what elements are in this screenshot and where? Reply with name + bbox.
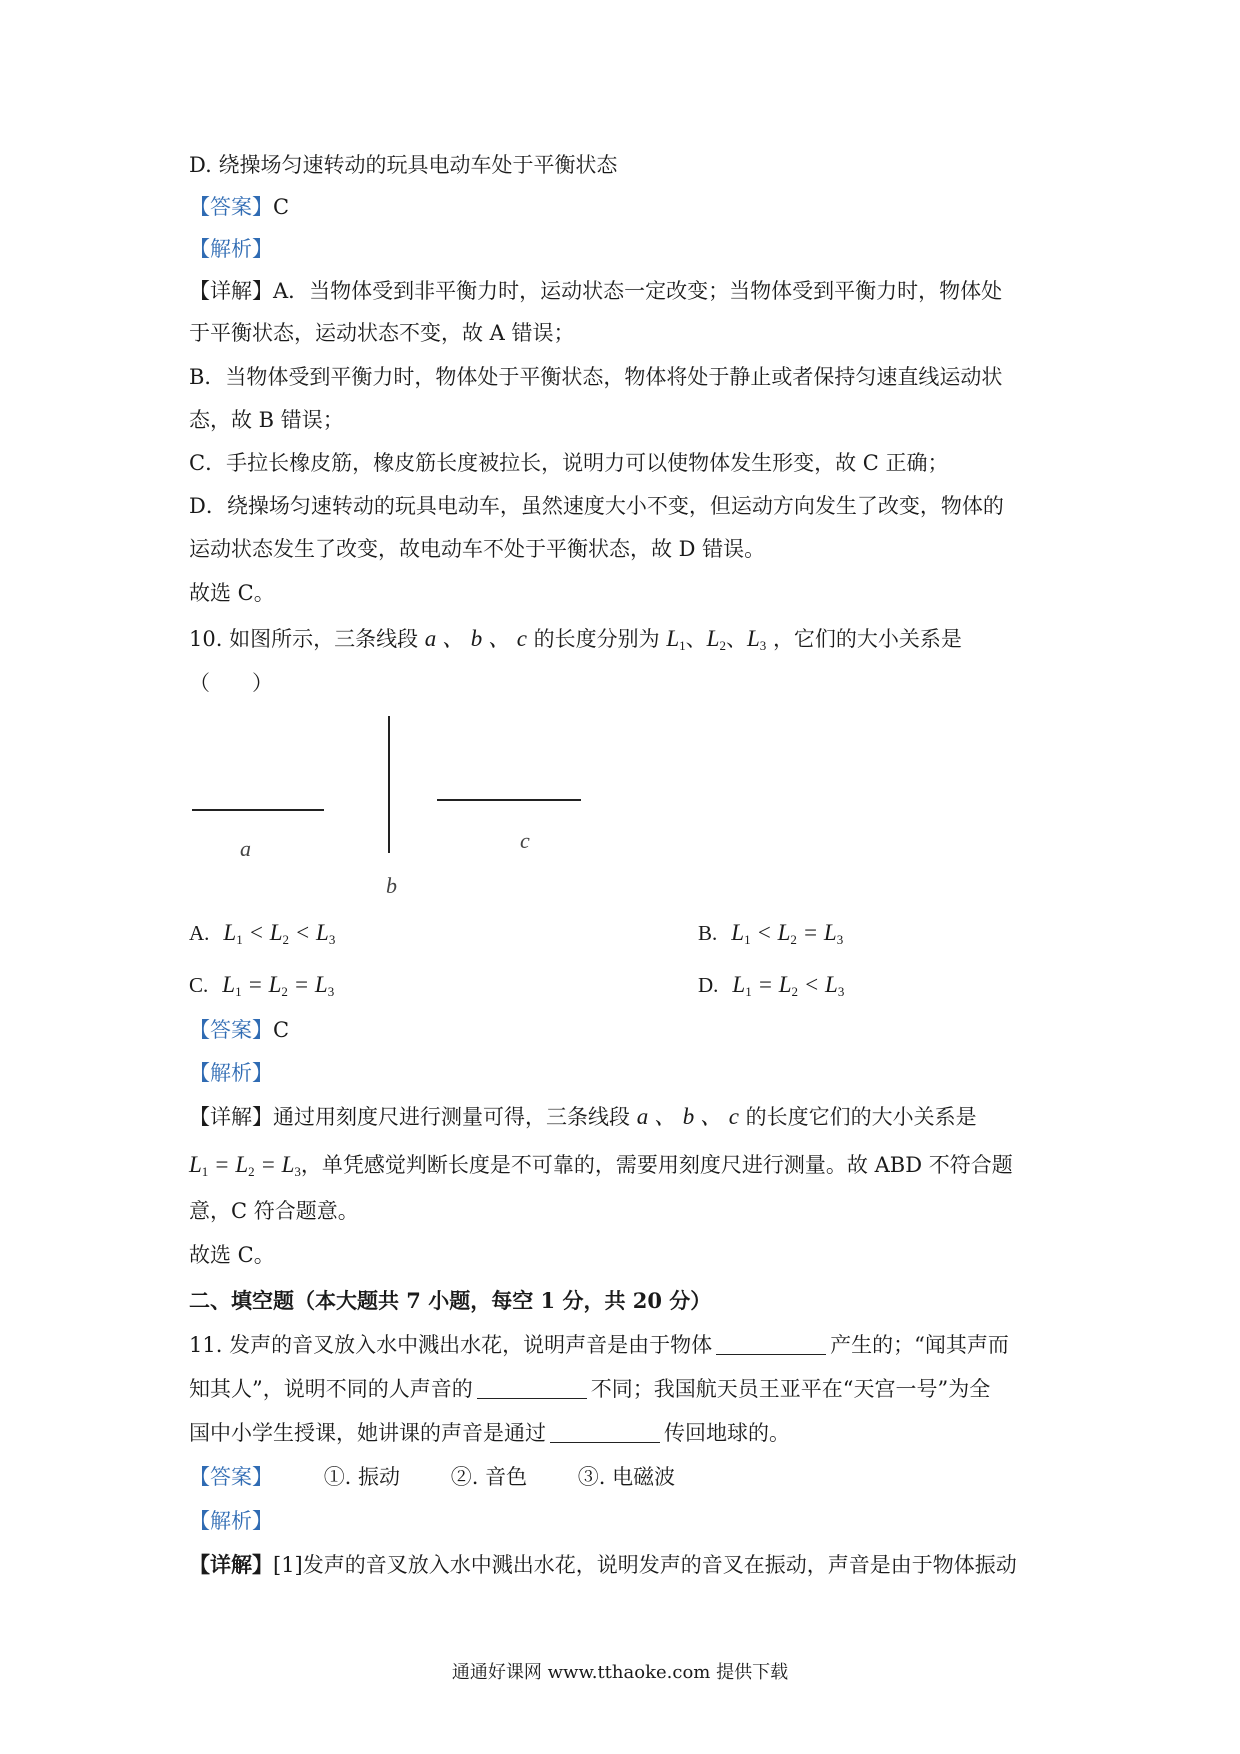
- q11-detail-1: 【详解】[1]发声的音叉放入水中溅出水花，说明发声的音叉在振动，声音是由于物体振动: [189, 1552, 1017, 1577]
- page-footer: 通通好课网 www.tthaoke.com 提供下载: [451, 1662, 789, 1683]
- q10-answer: 【答案】C: [189, 1018, 290, 1042]
- q11-analysis-tag: 【解析】: [189, 1509, 273, 1533]
- q9-detail-3: B．当物体受到平衡力时，物体处于平衡状态，物体将处于静止或者保持匀速直线运动状: [189, 365, 1003, 389]
- q11-line-3: 国中小学生授课，她讲课的声音是通过 传回地球的。: [189, 1421, 790, 1445]
- segments-abc: a 、 b 、 c: [424, 626, 527, 651]
- segment-c: [437, 799, 581, 801]
- q10-detail-1: 【详解】通过用刻度尺进行测量可得，三条线段 a 、 b 、 c 的长度它们的大小关系是: [189, 1104, 977, 1129]
- q10-analysis-tag: 【解析】: [189, 1061, 273, 1085]
- q10-stem: 10. 如图所示，三条线段 a 、 b 、 c 的长度分别为 $L_1$、$L_2$、$L_3$ ，它们的大小关系是: [189, 626, 962, 653]
- blank-2[interactable]: [477, 1376, 587, 1399]
- label-c: c: [520, 828, 530, 853]
- label-a: a: [240, 836, 251, 861]
- q9-detail-5: C．手拉长橡皮筋，橡皮筋长度被拉长，说明力可以使物体发生形变，故 C 正确；: [189, 451, 949, 475]
- label-b: b: [386, 873, 397, 898]
- q9-choose: 故选 C。: [189, 581, 275, 605]
- blank-1[interactable]: [716, 1332, 826, 1355]
- q10-choose: 故选 C。: [189, 1243, 275, 1267]
- q9-detail-6: D．绕操场匀速转动的玩具电动车，虽然速度大小不变，但运动方向发生了改变，物体的: [189, 494, 1004, 518]
- q10-option-b: B. $L_1 < L_2 = L_3$: [698, 920, 844, 947]
- answer-tag: 【答案】: [189, 195, 273, 219]
- segment-b: [388, 716, 390, 853]
- q10-detail-3: 意，C 符合题意。: [189, 1199, 359, 1223]
- q10-option-d: D. $L_1 = L_2 < L_3$: [698, 972, 845, 999]
- q9-detail-7: 运动状态发生了改变，故电动车不处于平衡状态，故 D 错误。: [189, 537, 766, 561]
- q10-detail-2: $L_1 = L_2 = L_3$，单凭感觉判断长度是不可靠的，需要用刻度尺进行测量。故 ABD 不符合题: [189, 1152, 1013, 1179]
- q9-analysis-tag: 【解析】: [189, 237, 273, 261]
- q9-detail-1: 【详解】A．当物体受到非平衡力时，运动状态一定改变；当物体受到平衡力时，物体处: [189, 279, 1003, 303]
- q10-paren: （ ）: [189, 671, 273, 695]
- q10-option-c: C. $L_1 = L_2 = L_3$: [189, 972, 335, 999]
- q9-detail-4: 态，故 B 错误；: [189, 408, 344, 432]
- q11-line-2: 知其人”，说明不同的人声音的 不同；我国航天员王亚平在“天宫一号”为全: [189, 1377, 991, 1401]
- segment-a: [192, 809, 324, 811]
- q11-line-1: 11. 发声的音叉放入水中溅出水花，说明声音是由于物体 产生的；“闻其声而: [189, 1333, 1009, 1357]
- section-title: 二、填空题（本大题共 7 小题，每空 1 分，共 20 分）: [189, 1288, 712, 1313]
- q9-answer: 【答案】C: [189, 195, 290, 219]
- blank-3[interactable]: [550, 1420, 660, 1443]
- q9-option-d: D. 绕操场匀速转动的玩具电动车处于平衡状态: [189, 153, 618, 177]
- q11-answer: 【答案】 ①. 振动 ②. 音色 ③. 电磁波: [189, 1465, 676, 1489]
- q10-option-a: A. $L_1 < L_2 < L_3$: [189, 920, 336, 947]
- q9-detail-2: 于平衡状态，运动状态不变，故 A 错误；: [189, 321, 575, 345]
